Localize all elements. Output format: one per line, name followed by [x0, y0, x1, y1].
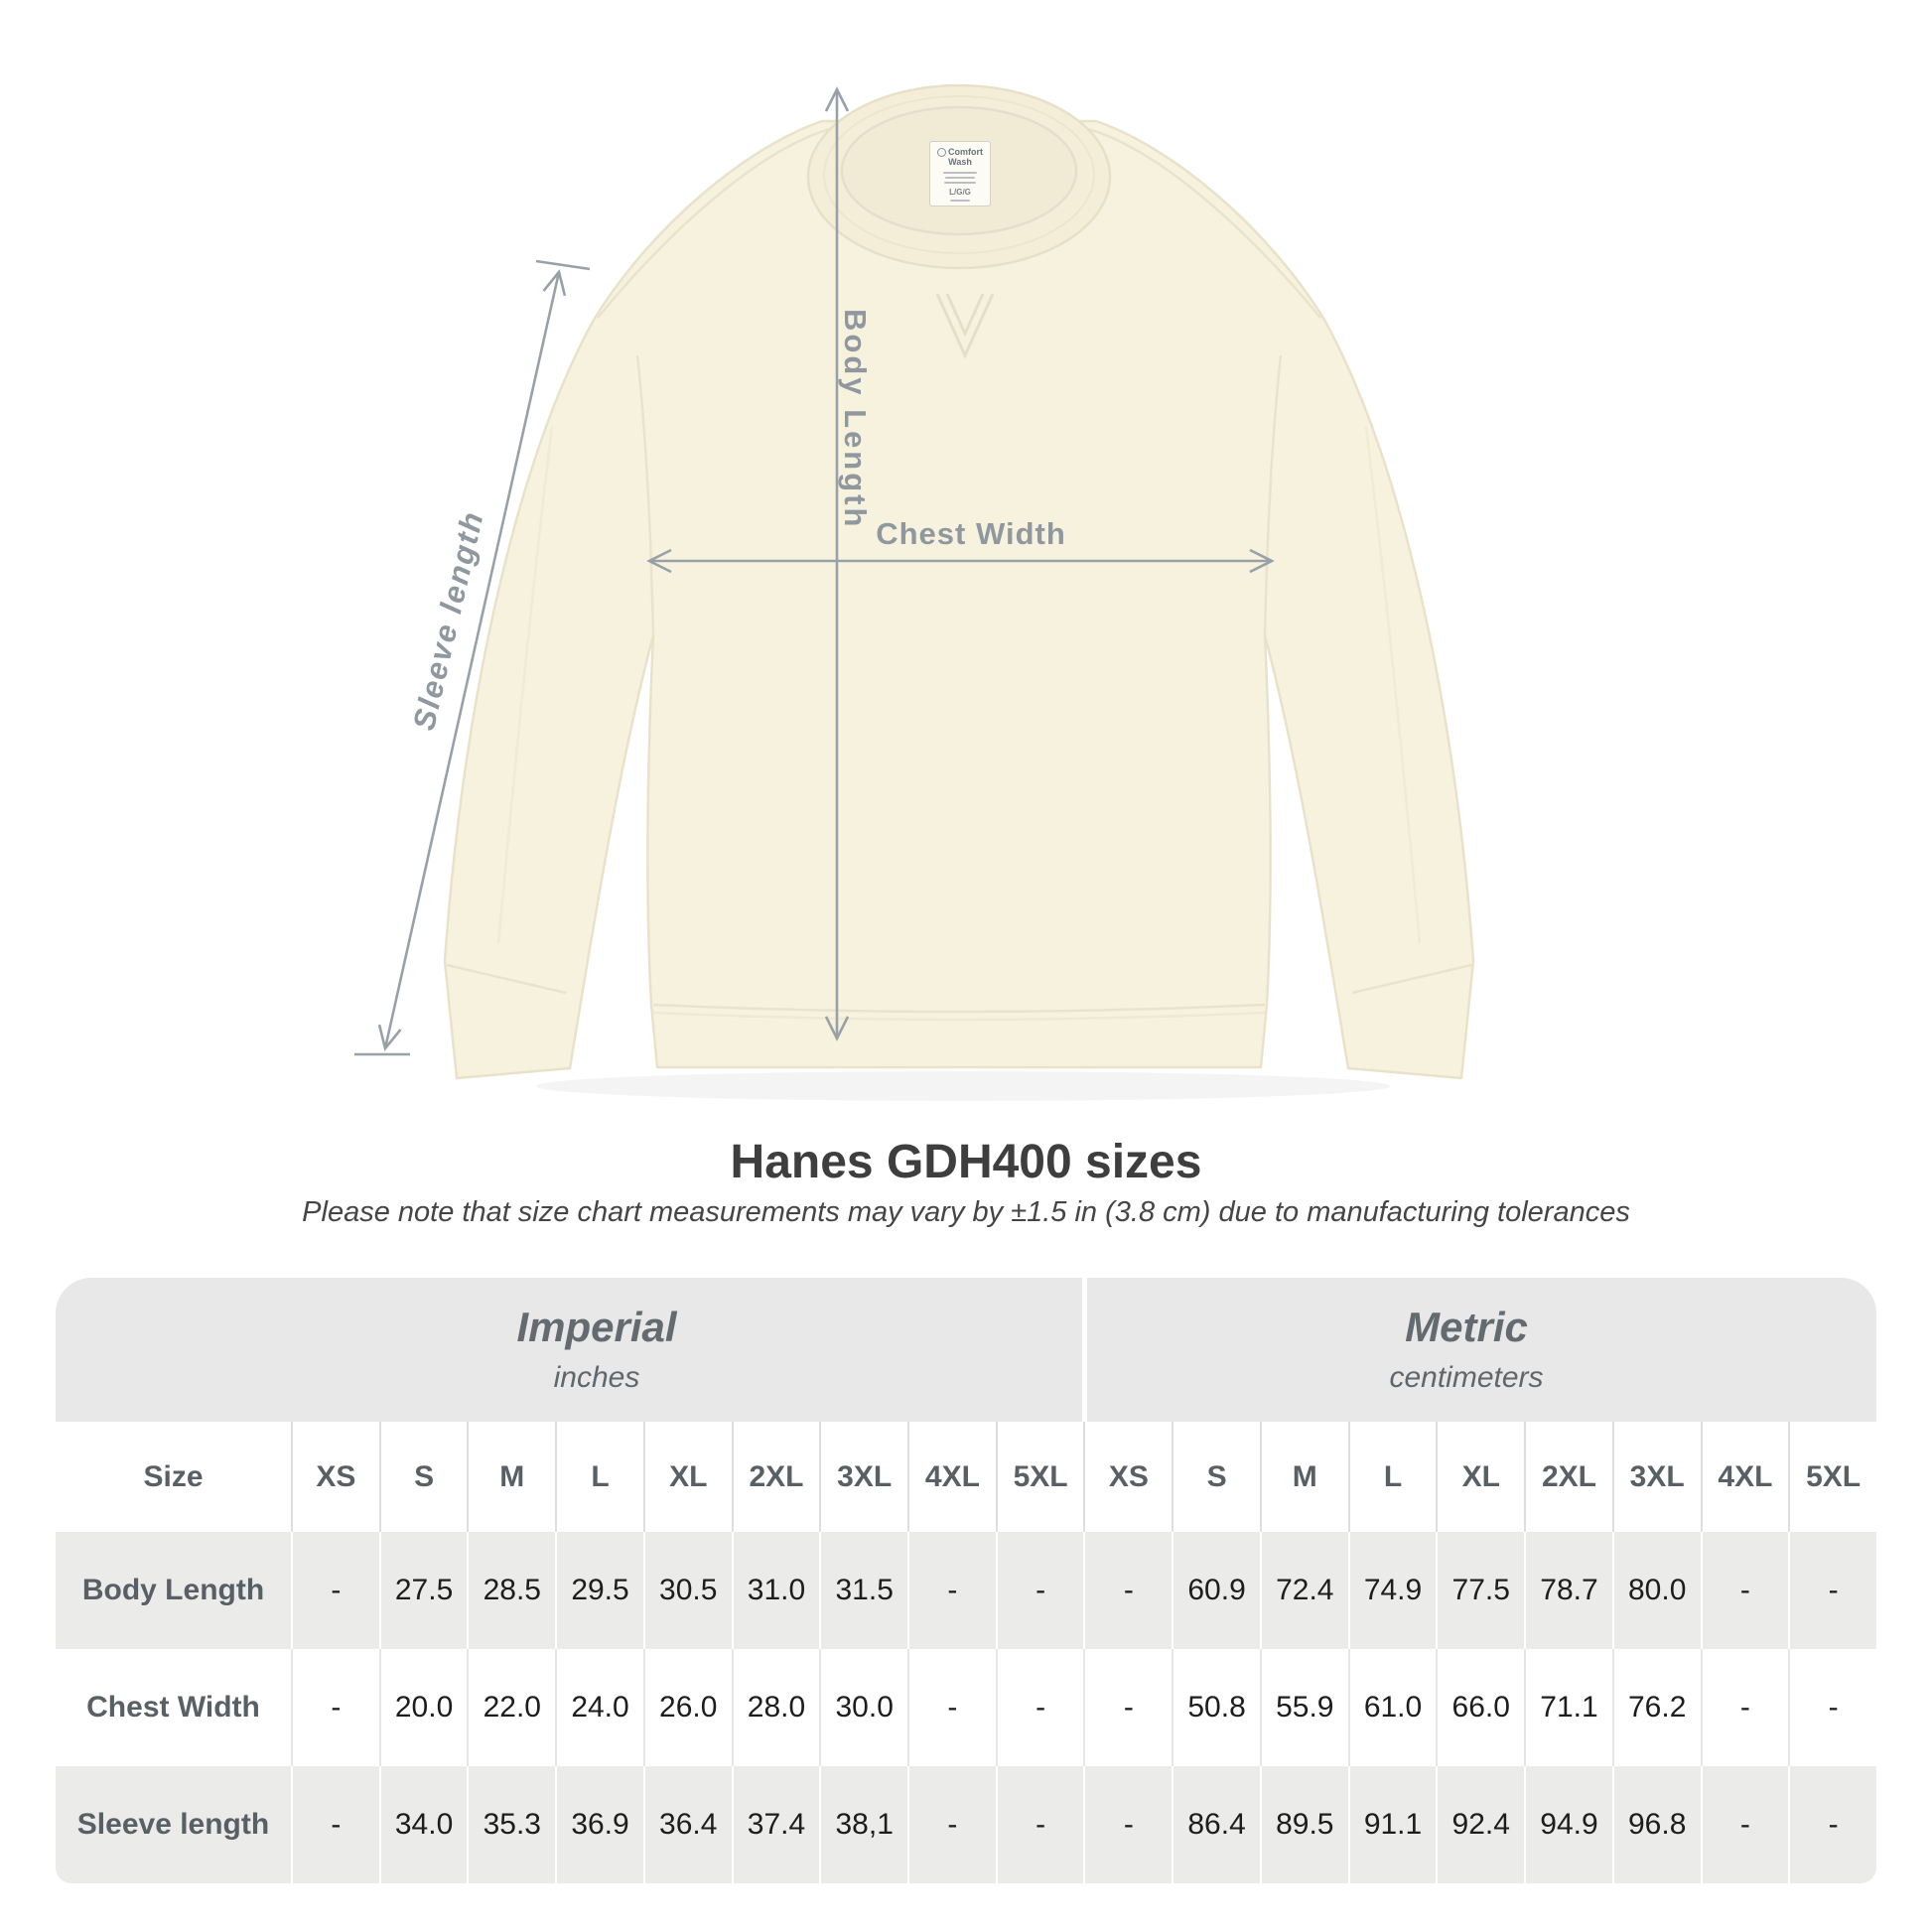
- table-cell: -: [1701, 1649, 1789, 1766]
- table-cell: 91.1: [1348, 1766, 1437, 1883]
- table-cell: -: [1083, 1532, 1172, 1649]
- table-cell: 31.5: [819, 1532, 907, 1649]
- column-header: 5XL: [996, 1422, 1084, 1532]
- metric-label: Metric: [1405, 1304, 1528, 1350]
- column-header: M: [1260, 1422, 1348, 1532]
- table-cell: 50.8: [1172, 1649, 1260, 1766]
- unit-group-band: [56, 1278, 1876, 1422]
- row-label: Body Length: [81, 1574, 265, 1606]
- column-header: S: [379, 1422, 468, 1532]
- chest-width-label: Chest Width: [876, 516, 1066, 551]
- table-cell: -: [996, 1649, 1084, 1766]
- table-cell: 94.9: [1524, 1766, 1612, 1883]
- page-title: Hanes GDH400 sizes: [730, 1136, 1202, 1188]
- column-header: L: [1348, 1422, 1437, 1532]
- table-cell: 28.0: [732, 1649, 820, 1766]
- table-cell: -: [1701, 1532, 1789, 1649]
- tag-fineprint-bar: [950, 200, 970, 202]
- table-cell: 71.1: [1524, 1649, 1612, 1766]
- size-table: [56, 1278, 1876, 1883]
- tag-brand-line2: Wash: [948, 157, 972, 167]
- tag-brand-line1: Comfort: [937, 147, 983, 157]
- column-header: S: [1172, 1422, 1260, 1532]
- column-header: XS: [1083, 1422, 1172, 1532]
- table-cell: 37.4: [732, 1766, 820, 1883]
- size-header: Size: [143, 1459, 204, 1493]
- metric-group-header: [1389, 1278, 1543, 1422]
- table-cell: 27.5: [379, 1532, 468, 1649]
- collar-tag: [929, 141, 991, 207]
- table-cell: 38,1: [819, 1766, 907, 1883]
- table-cell: -: [1083, 1649, 1172, 1766]
- table-cell: 80.0: [1612, 1532, 1701, 1649]
- table-cell: -: [1701, 1766, 1789, 1883]
- column-header: M: [467, 1422, 555, 1532]
- table-cell: 36.4: [643, 1766, 732, 1883]
- tag-logo-icon: [937, 148, 946, 157]
- body-length-label: Body Length: [838, 309, 873, 530]
- table-cell: 26.0: [643, 1649, 732, 1766]
- group-divider: [1082, 1278, 1087, 1422]
- table-cell: -: [907, 1532, 996, 1649]
- table-cell: 66.0: [1436, 1649, 1524, 1766]
- table-cell: -: [291, 1766, 379, 1883]
- table-cell: -: [1788, 1766, 1876, 1883]
- table-cell: 29.5: [555, 1532, 643, 1649]
- table-cell: 28.5: [467, 1532, 555, 1649]
- table-cell: 30.0: [819, 1649, 907, 1766]
- tag-fineprint-bar: [944, 182, 976, 184]
- table-row: [56, 1766, 1876, 1883]
- table-cell: 20.0: [379, 1649, 468, 1766]
- table-cell: -: [1788, 1532, 1876, 1649]
- table-row: [56, 1532, 1876, 1649]
- table-cell: -: [996, 1532, 1084, 1649]
- table-cell: 86.4: [1172, 1766, 1260, 1883]
- column-header: 5XL: [1788, 1422, 1876, 1532]
- column-header: XS: [291, 1422, 379, 1532]
- table-cell: 89.5: [1260, 1766, 1348, 1883]
- column-header: 3XL: [819, 1422, 907, 1532]
- column-header: XL: [643, 1422, 732, 1532]
- table-cell: 76.2: [1612, 1649, 1701, 1766]
- table-cell: -: [907, 1649, 996, 1766]
- column-header: XL: [1436, 1422, 1524, 1532]
- table-cell: 30.5: [643, 1532, 732, 1649]
- table-cell: 55.9: [1260, 1649, 1348, 1766]
- page-subtitle: Please note that size chart measurements may vary by ±1.5 in (3.8 cm) due to manufacturing tolerances: [302, 1196, 1630, 1228]
- column-header: 2XL: [1524, 1422, 1612, 1532]
- table-cell: 35.3: [467, 1766, 555, 1883]
- table-cell: 74.9: [1348, 1532, 1437, 1649]
- table-cell: 22.0: [467, 1649, 555, 1766]
- tag-size-label: L/G/G: [949, 188, 971, 197]
- table-cell: -: [291, 1532, 379, 1649]
- table-cell: -: [1083, 1766, 1172, 1883]
- imperial-units: inches: [553, 1361, 640, 1394]
- table-cell: 36.9: [555, 1766, 643, 1883]
- table-cell: 60.9: [1172, 1532, 1260, 1649]
- table-cell: 34.0: [379, 1766, 468, 1883]
- column-header: 2XL: [732, 1422, 820, 1532]
- sleeve-length-label: Sleeve length: [406, 506, 490, 734]
- metric-units: centimeters: [1389, 1361, 1544, 1394]
- table-cell: 92.4: [1436, 1766, 1524, 1883]
- table-cell: 61.0: [1348, 1649, 1437, 1766]
- imperial-group-header: [516, 1278, 676, 1422]
- table-cell: -: [996, 1766, 1084, 1883]
- table-cell: 78.7: [1524, 1532, 1612, 1649]
- imperial-label: Imperial: [516, 1304, 677, 1350]
- row-label: Chest Width: [86, 1691, 260, 1724]
- tag-fineprint-bar: [945, 177, 975, 179]
- column-header: 4XL: [907, 1422, 996, 1532]
- table-cell: 31.0: [732, 1532, 820, 1649]
- column-header: 3XL: [1612, 1422, 1701, 1532]
- table-cell: 24.0: [555, 1649, 643, 1766]
- table-cell: -: [907, 1766, 996, 1883]
- column-header: 4XL: [1701, 1422, 1789, 1532]
- column-header: L: [555, 1422, 643, 1532]
- table-cell: 96.8: [1612, 1766, 1701, 1883]
- tag-fineprint-bar: [943, 172, 977, 174]
- table-cell: 77.5: [1436, 1532, 1524, 1649]
- table-cell: -: [1788, 1649, 1876, 1766]
- table-row: [56, 1649, 1876, 1766]
- sleeve-arrow-top-tick: [536, 261, 590, 269]
- garment-shadow: [536, 1071, 1390, 1101]
- column-header-row: [56, 1422, 1876, 1532]
- row-label: Sleeve length: [76, 1808, 270, 1841]
- table-cell: -: [291, 1649, 379, 1766]
- table-cell: 72.4: [1260, 1532, 1348, 1649]
